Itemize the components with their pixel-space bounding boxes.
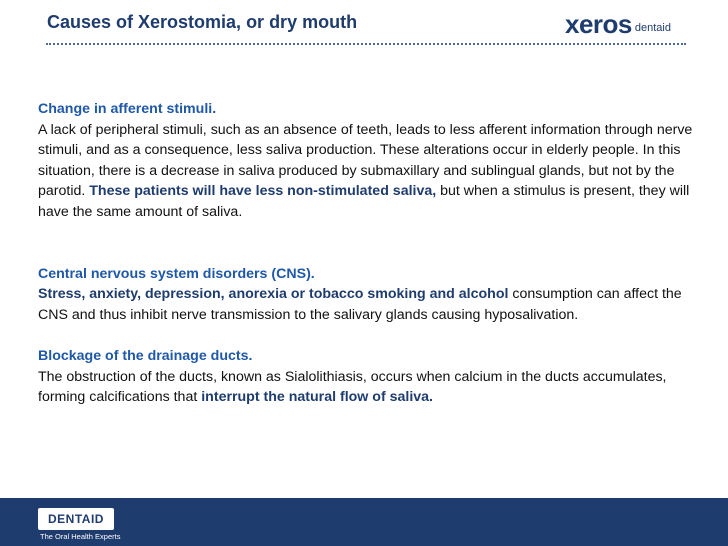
section-paragraph	[38, 120, 698, 223]
dentaid-logo	[38, 508, 114, 530]
xeros-logo	[565, 11, 671, 37]
footer-bar	[0, 498, 728, 546]
paragraph-emphasis: Stress, anxiety, depression, anorexia or tobacco smoking and alcohol	[38, 286, 509, 303]
paragraph-text: A lack of peripheral stimuli, such as an absence of teeth, leads to less afferent information through nerve stimuli, and as a consequence, less saliva production. These alterations occur in elderly people. In this situation, there is a decrease in saliva produced by submaxillary and sublingual glands, but not by the parotid.	[38, 121, 693, 200]
section-duct-blockage	[38, 346, 698, 408]
paragraph-text: consumption can affect the CNS and thus inhibit nerve transmission to the salivary glands causing hyposalivation.	[38, 286, 682, 323]
section-afferent-stimuli	[38, 99, 698, 223]
section-heading: Blockage of the drainage ducts.	[38, 348, 253, 365]
dentaid-logo-text: DENTAID	[48, 512, 104, 526]
section-heading: Central nervous system disorders (CNS).	[38, 265, 315, 282]
spacer	[38, 243, 698, 264]
slide-title: Causes of Xerostomia, or dry mouth	[47, 12, 358, 32]
logo-word: xeros	[565, 9, 632, 39]
section-paragraph	[38, 284, 698, 325]
footer-tagline: The Oral Health Experts	[40, 532, 121, 541]
section-cns-disorders	[38, 264, 698, 326]
paragraph-text: but when a stimulus is present, they will have the same amount of saliva.	[38, 183, 690, 220]
section-heading: Change in afferent stimuli.	[38, 101, 217, 117]
section-paragraph	[38, 367, 698, 408]
paragraph-emphasis: These patients will have less non-stimulated saliva,	[89, 183, 437, 200]
slide-body	[38, 99, 698, 429]
title-divider	[46, 43, 686, 45]
paragraph-text: The obstruction of the ducts, known as Sialolithiasis, occurs when calcium in the ducts accumulates, forming calcifications that	[38, 368, 667, 406]
logo-sub: dentaid	[634, 22, 671, 34]
paragraph-emphasis: interrupt the natural flow of saliva.	[201, 389, 433, 406]
